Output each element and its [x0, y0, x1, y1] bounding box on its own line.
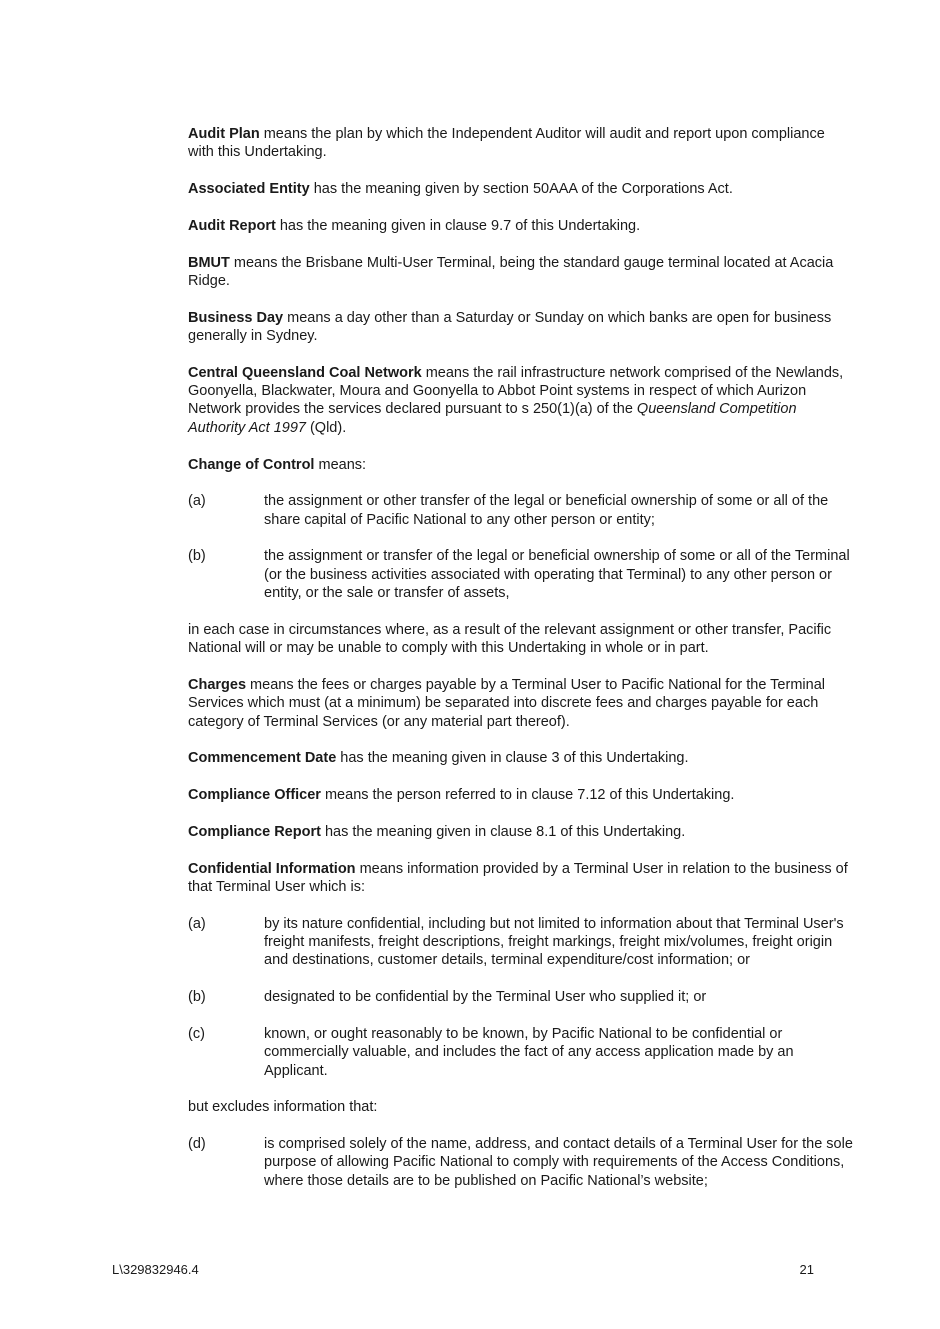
- closing-text: in each case in circumstances where, as a result of the relevant assignment or other transfer, Pacific National will or may be unable to comply with this Undertaking in whole or in part.: [188, 621, 832, 657]
- definition-text: has the meaning given by section 50AAA of the Corporations Act.: [309, 181, 733, 198]
- list-item: [188, 492, 853, 529]
- definition-text: means the Brisbane Multi-User Terminal, being the standard gauge terminal located at Acacia Ridge.: [188, 254, 834, 289]
- definition-compliance-report: [188, 823, 853, 841]
- term: Audit Report: [188, 217, 276, 234]
- definition-audit-plan: [188, 125, 853, 162]
- definition-text: means the fees or charges payable by a Terminal User to Pacific National for the Terminal Services which must (at a minimum) be separated into discrete fees and charges payable for each category of Terminal Services (or any material part thereof).: [188, 676, 825, 730]
- item-label: (d): [188, 1136, 206, 1153]
- term: Charges: [188, 676, 247, 693]
- definition-compliance-officer: [188, 786, 853, 804]
- definition-text: has the meaning given in clause 9.7 of this Undertaking.: [275, 217, 641, 234]
- item-text: the assignment or transfer of the legal or beneficial ownership of some or all of the Terminal (or the business activities associated with operating that Terminal) to any other person or entity, or the sale or transfer of assets,: [264, 548, 850, 602]
- document-body: [188, 125, 853, 1209]
- definition-text: has the meaning given in clause 8.1 of this Undertaking.: [320, 823, 686, 840]
- item-label: (c): [188, 1026, 205, 1042]
- excludes-text: but excludes information that:: [188, 1099, 378, 1116]
- term: Confidential Information: [188, 860, 356, 877]
- term: Business Day: [188, 309, 284, 326]
- item-text: designated to be confidential by the Terminal User who supplied it; or: [264, 989, 707, 1006]
- term: Change of Control: [188, 456, 315, 473]
- item-label: (b): [188, 548, 206, 565]
- definition-text: means the rail infrastructure network comprised of the Newlands, Goonyella, Blackwater, Moura and Goonyella to Abbot Point systems in respect of which Aurizon Network provides the services declared pursuant to s 250(1)(a) of the: [188, 364, 844, 418]
- item-text: is comprised solely of the name, address, and contact details of a Terminal User for the sole purpose of allowing Pacific National to comply with requirements of the Access Conditions, where those details are to be published on Pacific National’s website;: [264, 1136, 853, 1189]
- item-text: the assignment or other transfer of the legal or beneficial ownership of some or all of the share capital of Pacific National to any other person or entity;: [264, 493, 829, 528]
- definition-bmut: [188, 254, 853, 291]
- term: Commencement Date: [188, 750, 337, 767]
- page-number: 21: [799, 1262, 814, 1277]
- definition-audit-report: [188, 217, 853, 235]
- document-reference: L\329832946.4: [112, 1262, 199, 1277]
- item-label: (a): [188, 915, 206, 932]
- term: Central Queensland Coal Network: [188, 364, 422, 381]
- definition-central-queensland-coal-network: [188, 364, 853, 437]
- term: Compliance Officer: [188, 787, 321, 804]
- definition-text: means information provided by a Terminal User in relation to the business of that Terminal User which is:: [188, 860, 848, 896]
- item-text: known, or ought reasonably to be known, by Pacific National to be confidential or commercially valuable, and includes the fact of any access application made by an Applicant.: [264, 1026, 794, 1079]
- definition-commencement-date: [188, 749, 853, 767]
- definition-text: means:: [314, 456, 367, 473]
- definition-business-day: [188, 309, 853, 346]
- definition-text: has the meaning given in clause 3 of this Undertaking.: [336, 750, 689, 767]
- list-item: [188, 988, 853, 1006]
- act-title: Queensland Competition Authority Act 1997: [188, 401, 797, 436]
- list-item: [188, 1135, 853, 1190]
- item-label: (a): [188, 493, 206, 510]
- definition-text: means the plan by which the Independent Auditor will audit and report upon compliance with this Undertaking.: [188, 126, 825, 161]
- term: Compliance Report: [188, 823, 321, 840]
- definition-text-tail: (Qld).: [305, 419, 347, 436]
- definition-confidential-information: [188, 860, 853, 897]
- term: BMUT: [188, 254, 230, 271]
- definition-change-of-control: [188, 456, 853, 474]
- definition-text: means a day other than a Saturday or Sunday on which banks are open for business generally in Sydney.: [188, 309, 832, 345]
- definition-text: means the person referred to in clause 7.12 of this Undertaking.: [320, 787, 735, 804]
- list-item: [188, 915, 853, 970]
- definition-charges: [188, 676, 853, 731]
- list-item: [188, 547, 853, 602]
- term: Audit Plan: [188, 126, 260, 142]
- item-label: (b): [188, 989, 206, 1006]
- definition-associated-entity: [188, 180, 853, 198]
- list-item: [188, 1025, 853, 1080]
- item-text: by its nature confidential, including but not limited to information about that Terminal User's freight manifests, freight descriptions, freight markings, freight mix/volumes, freight origin and destinations, customer details, terminal expenditure/cost information; or: [264, 915, 844, 969]
- term: Associated Entity: [188, 181, 310, 198]
